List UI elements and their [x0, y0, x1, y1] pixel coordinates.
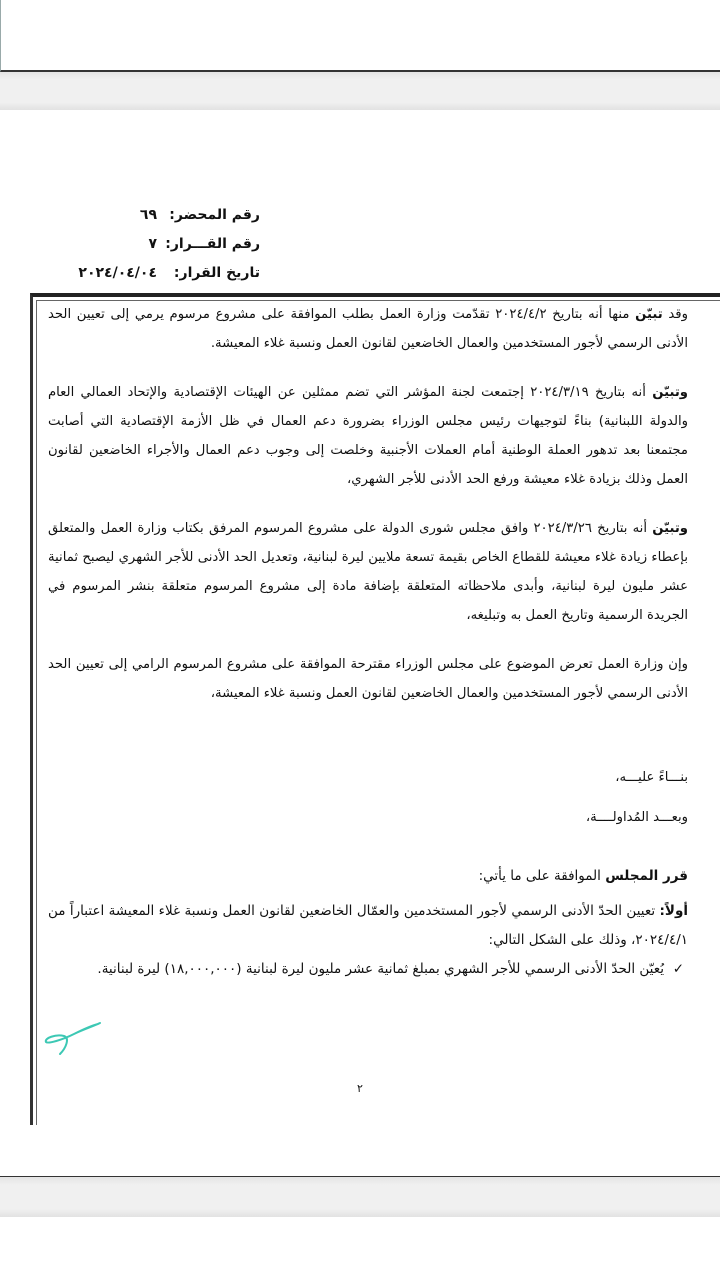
signature-mark [42, 1020, 104, 1058]
closing-line-1: بنـــاءً عليـــه، [615, 770, 688, 785]
decision-number-label: رقم القـــرار: [165, 235, 260, 252]
page-gap-bottom [0, 1176, 720, 1217]
decision-lead-bold: قرر المجلس [605, 868, 688, 884]
decision-lead-text: الموافقة على ما يأتي: [478, 868, 606, 884]
signature-stroke [46, 1023, 100, 1054]
document-body [48, 300, 688, 984]
paragraph-2-text: أنه بتاريخ ٢٠٢٤/٣/١٩ إجتمعت لجنة المؤشر التي تضم ممثلين عن الهيئات الإقتصادية والإتحاد العمالي العام والدولة اللبنانية) بناءً لتوجيهات رئيس مجلس الوزراء بضرورة دعم العمال في ظل الأزمة الإقتصادية التي أصابت مجتمعنا بعد تدهور العملة الوطنية أمام العملات الأجنبية وخلصت إلى وجوب دعم العمال والأجراء الخاضعين لقانون العمل وذلك بزيادة غلاء معيشة ورفع الحد الأدنى للأجر الشهري، [48, 385, 688, 487]
decision-item-first [48, 897, 688, 955]
paragraph-1-text: منها أنه بتاريخ ٢٠٢٤/٤/٢ تقدّمت وزارة العمل بطلب الموافقة على مشروع مرسوم يرمي إلى تعيين الحد الأدنى الرسمي لأجور المستخدمين والعمال الخاضعين لقانون العمل ونسبة غلاء المعيشة. [48, 307, 688, 351]
minutes-number-row [78, 200, 260, 229]
decision-item-first-label: أولاً: [659, 903, 688, 919]
decision-date-value: ٢٠٢٤/٠٤/٠٤ [78, 264, 157, 281]
council-decision [48, 862, 688, 984]
paragraph-1-lead: وقد [668, 307, 688, 322]
page-gap-top [0, 72, 720, 110]
decision-item-first-text: تعيين الحدّ الأدنى الرسمي لأجور المستخدمين والعمّال الخاضعين لقانون العمل ونسبة غلاء المعيشة اعتباراً من ٢٠٢٤/٤/١، وذلك على الشكل التالي: [48, 903, 688, 948]
decision-bullet-text: يُعيّن الحدّ الأدنى الرسمي للأجر الشهري بمبلغ ثمانية عشر مليون ليرة لبنانية (١٨,٠٠٠,٠٠٠) ليرة لبنانية. [97, 961, 664, 977]
paragraph-1-bold: تبيّن [635, 307, 663, 322]
closing-lines [48, 760, 688, 840]
decision-date-row [78, 258, 260, 287]
decision-number-row [78, 229, 260, 258]
previous-page-edge [0, 0, 720, 72]
checkmark-icon: ✓ [672, 961, 684, 977]
paragraph-3-bold: وتبيّن [652, 521, 688, 536]
paragraph-4 [48, 650, 688, 708]
paragraph-2-bold: وتبيّن [652, 385, 688, 400]
minutes-number-label: رقم المحضر: [169, 206, 260, 223]
decision-bullet [48, 955, 688, 984]
page-number: ٢ [357, 1082, 363, 1095]
paragraph-2 [48, 378, 688, 494]
decision-date-label: تاريخ القرار: [173, 264, 260, 281]
paragraph-4-text: وإن وزارة العمل تعرض الموضوع على مجلس الوزراء مقترحة الموافقة على مشروع المرسوم الرامي إلى تعيين الحد الأدنى الرسمي لأجور المستخدمين والعمال الخاضعين لقانون العمل ونسبة غلاء المعيشة، [48, 657, 688, 701]
decision-lead [48, 862, 688, 891]
paragraph-1 [48, 300, 688, 358]
decision-number-value: ٧ [148, 235, 157, 252]
closing-line-2: وبعـــد المُداولــــة، [585, 810, 688, 825]
decision-metadata [78, 200, 260, 287]
minutes-number-value: ٦٩ [139, 206, 157, 223]
paragraph-3-text: أنه بتاريخ ٢٠٢٤/٣/٢٦ وافق مجلس شورى الدولة على مشروع المرسوم المرفق بكتاب وزارة العمل والمتعلق بإعطاء زيادة غلاء معيشة للقطاع الخاص بقيمة تسعة ملايين ليرة لبنانية، وتعديل الحد الأدنى للأجر الشهري ليصبح ثمانية عشر مليون ليرة لبنانية، وأبدى ملاحظاته المتعلقة بإضافة مادة إلى مشروع المرسوم متعلقة بنشر المرسوم في الجريدة الرسمية وتاريخ العمل به وتبليغه، [48, 521, 688, 623]
paragraph-3 [48, 514, 688, 630]
